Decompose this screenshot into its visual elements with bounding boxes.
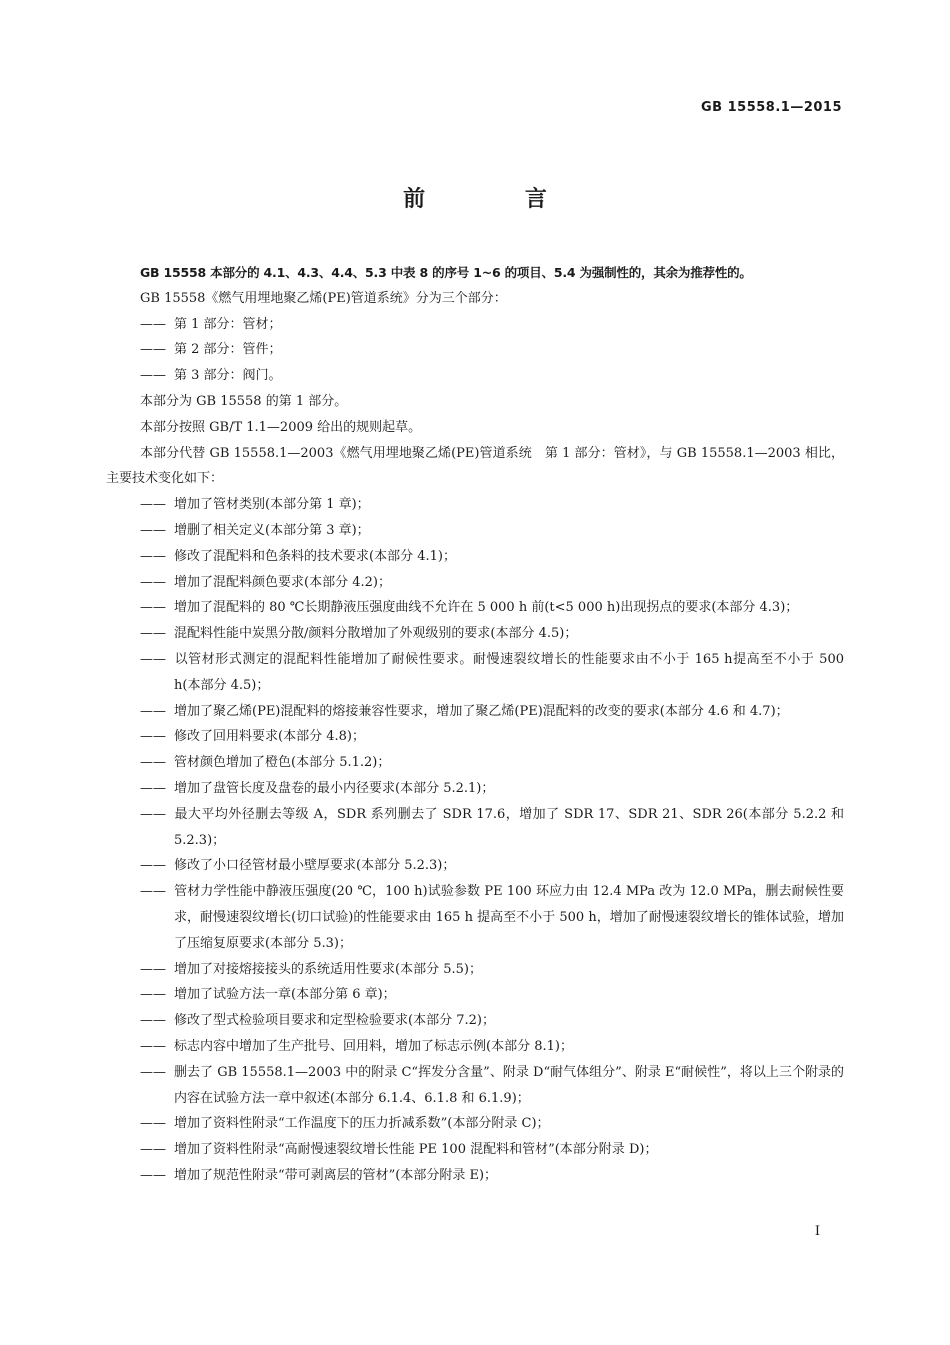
list-item — [106, 1111, 844, 1137]
change-item: 管材颜色增加了橙色(本部分 5.1.2)； — [174, 755, 391, 771]
list-dash: —— — [140, 703, 166, 719]
parts-intro: GB 15558《燃气用埋地聚乙烯(PE)管道系统》分为三个部分： — [140, 290, 507, 306]
change-item: 增加了资料性附录“工作温度下的压力折减系数”(本部分附录 C)； — [174, 1116, 550, 1132]
list-item — [106, 853, 844, 879]
change-item: 增加了混配料的 80 ℃长期静液压强度曲线不允许在 5 000 h 前(t<5 000 h)出现拐点的要求(本部分 4.3)； — [174, 600, 799, 616]
list-item — [106, 982, 844, 1008]
change-item: 以管材形式测定的混配料性能增加了耐候性要求。耐慢速裂纹增长的性能要求由不小于 165 h提高至不小于 500 h(本部分 4.5)； — [174, 651, 844, 693]
list-item — [106, 1137, 844, 1163]
list-item — [106, 518, 844, 544]
list-dash: —— — [140, 755, 166, 771]
list-dash: —— — [140, 600, 166, 616]
change-item: 修改了小口径管材最小壁厚要求(本部分 5.2.3)； — [174, 858, 456, 874]
list-dash: —— — [140, 368, 166, 384]
list-item — [106, 595, 844, 621]
list-item — [106, 1163, 844, 1189]
change-item: 增删了相关定义(本部分第 3 章)； — [174, 522, 370, 538]
list-item — [106, 337, 844, 363]
change-item: 增加了规范性附录“带可剥离层的管材”(本部分附录 E)； — [174, 1167, 498, 1183]
change-item: 增加了聚乙烯(PE)混配料的熔接兼容性要求，增加了聚乙烯(PE)混配料的改变的要求(本部分 4.6 和 4.7)； — [174, 703, 789, 719]
list-item — [106, 776, 844, 802]
list-item — [106, 957, 844, 983]
list-dash: —— — [140, 651, 166, 667]
mandatory-statement: GB 15558 本部分的 4.1、4.3、4.4、5.3 中表 8 的序号 1~6 的项目、5.4 为强制性的，其余为推荐性的。 — [140, 265, 752, 280]
list-dash: —— — [140, 1167, 166, 1183]
list-dash: —— — [140, 729, 166, 745]
change-item: 增加了对接熔接接头的系统适用性要求(本部分 5.5)； — [174, 961, 482, 977]
list-item — [106, 363, 844, 389]
part-statement: 本部分为 GB 15558 的第 1 部分。 — [140, 393, 348, 409]
list-item — [106, 492, 844, 518]
list-dash: —— — [140, 1013, 166, 1029]
list-dash: —— — [140, 1116, 166, 1132]
list-item — [106, 1034, 844, 1060]
part-item: 第 3 部分：阀门。 — [174, 368, 282, 384]
changes-list — [106, 492, 844, 1189]
list-dash: —— — [140, 961, 166, 977]
list-dash: —— — [140, 316, 166, 332]
change-item: 修改了混配料和色条料的技术要求(本部分 4.1)； — [174, 548, 456, 564]
part-item: 第 1 部分：管材； — [174, 316, 282, 332]
document-body — [106, 260, 844, 1189]
list-dash: —— — [140, 806, 166, 822]
change-item: 增加了混配料颜色要求(本部分 4.2)； — [174, 574, 391, 590]
list-item — [106, 544, 844, 570]
change-item: 混配料性能中炭黑分散/颜料分散增加了外观级别的要求(本部分 4.5)； — [174, 626, 578, 642]
change-item: 增加了试验方法一章(本部分第 6 章)； — [174, 987, 396, 1003]
list-dash: —— — [140, 780, 166, 796]
change-item: 最大平均外径删去等级 A，SDR 系列删去了 SDR 17.6，增加了 SDR 17、SDR 21、SDR 26(本部分 5.2.2 和 5.2.3)； — [174, 806, 844, 848]
list-dash: —— — [140, 342, 166, 358]
change-item: 修改了回用料要求(本部分 4.8)； — [174, 729, 365, 745]
change-item: 增加了资料性附录“高耐慢速裂纹增长性能 PE 100 混配料和管材”(本部分附录 D)； — [174, 1142, 658, 1158]
page-title: 前 言 — [403, 187, 593, 212]
change-item: 增加了盘管长度及盘卷的最小内径要求(本部分 5.2.1)； — [174, 780, 495, 796]
list-item — [106, 879, 844, 956]
drafting-statement: 本部分按照 GB/T 1.1—2009 给出的规则起草。 — [140, 419, 422, 435]
list-dash: —— — [140, 574, 166, 590]
replacement-statement: 本部分代替 GB 15558.1—2003《燃气用埋地聚乙烯(PE)管道系统 第 1 部分：管材》，与 GB 15558.1—2003 相比，主要技术变化如下： — [106, 445, 844, 487]
part-item: 第 2 部分：管件； — [174, 342, 282, 358]
list-dash: —— — [140, 1142, 166, 1158]
list-dash: —— — [140, 548, 166, 564]
change-item: 管材力学性能中静液压强度(20 ℃，100 h)试验参数 PE 100 环应力由 12.4 MPa 改为 12.0 MPa，删去耐候性要求，耐慢速裂纹增长(切口试验)的性能要求由 165 h 提高至不小于 500 h，增加了耐慢速裂纹增长的锥体试验，增加了压缩复原要求(本部分 5.3)； — [174, 884, 844, 951]
list-dash: —— — [140, 1064, 166, 1080]
change-item: 修改了型式检验项目要求和定型检验要求(本部分 7.2)； — [174, 1013, 495, 1029]
change-item: 删去了 GB 15558.1—2003 中的附录 C“挥发分含量”、附录 D“耐气体组分”、附录 E“耐候性”，将以上三个附录的内容在试验方法一章中叙述(本部分 6.1.4、6.1.8 和 6.1.9)； — [174, 1064, 844, 1106]
list-dash: —— — [140, 497, 166, 513]
list-dash: —— — [140, 1038, 166, 1054]
list-dash: —— — [140, 626, 166, 642]
list-dash: —— — [140, 884, 166, 900]
change-item: 标志内容中增加了生产批号、回用料，增加了标志示例(本部分 8.1)； — [174, 1038, 573, 1054]
change-item: 增加了管材类别(本部分第 1 章)； — [174, 497, 370, 513]
list-item — [106, 312, 844, 338]
list-item — [106, 1008, 844, 1034]
list-item — [106, 1060, 844, 1112]
list-dash: —— — [140, 522, 166, 538]
list-item — [106, 750, 844, 776]
list-item — [106, 724, 844, 750]
list-item — [106, 699, 844, 725]
list-item — [106, 621, 844, 647]
list-item — [106, 802, 844, 854]
list-item — [106, 647, 844, 699]
list-item — [106, 570, 844, 596]
standard-code: GB 15558.1—2015 — [701, 100, 842, 115]
page-number: I — [814, 1224, 820, 1239]
list-dash: —— — [140, 987, 166, 1003]
list-dash: —— — [140, 858, 166, 874]
